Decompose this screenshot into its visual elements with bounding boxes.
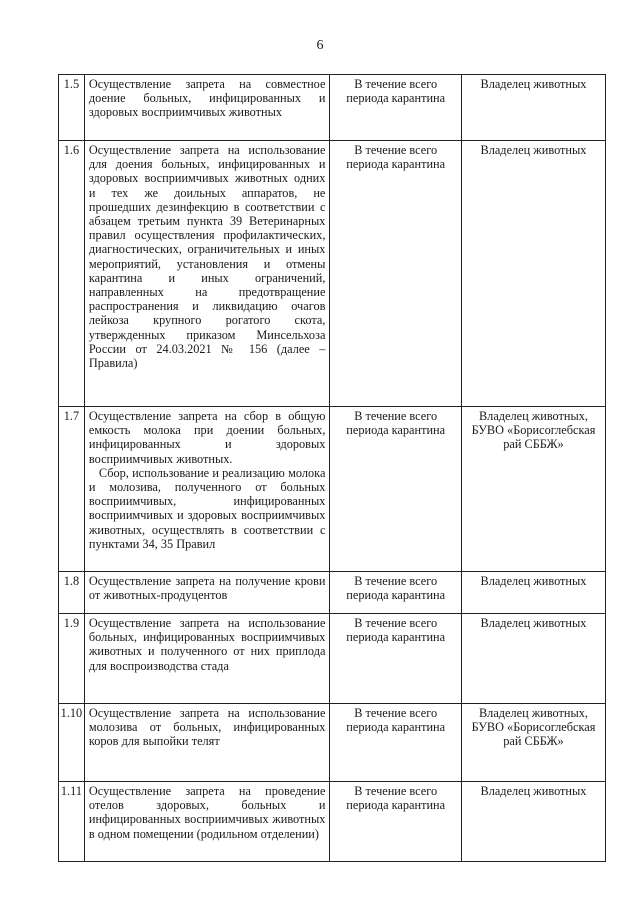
row-number: 1.8	[59, 572, 85, 614]
responsible-party: Владелец животных, БУВО «Борисоглебская рай СББЖ»	[461, 704, 605, 782]
description-text: Осуществление запрета на совместное доение больных, инфицированных и здоровых восприимчивых животных	[88, 77, 326, 120]
measure-description	[84, 75, 330, 141]
responsible-party: Владелец животных	[461, 75, 605, 141]
page-number: 6	[316, 38, 324, 53]
table-row	[59, 75, 606, 141]
measure-description	[84, 614, 330, 704]
table-row	[59, 782, 606, 862]
table-row	[59, 141, 606, 407]
responsible-party: Владелец животных, БУВО «Борисоглебская рай СББЖ»	[461, 407, 605, 572]
responsible-party: Владелец животных	[461, 614, 605, 704]
description-text: Сбор, использование и реализацию молока и молозива, полученного от больных восприимчивых, инфицированных восприимчивых и здоровых восприимчивых животных, осуществлять в соответствии с пунктами 34, 35 Правил	[88, 465, 326, 551]
measure-term: В течение всего периода карантина	[330, 141, 462, 407]
row-number: 1.7	[59, 407, 85, 572]
description-text: Осуществление запрета на получение крови от животных-продуцентов	[88, 574, 326, 603]
measure-term: В течение всего периода карантина	[330, 75, 462, 141]
measure-description	[84, 704, 330, 782]
measure-term: В течение всего периода карантина	[330, 782, 462, 862]
responsible-party: Владелец животных	[461, 141, 605, 407]
table-row	[59, 614, 606, 704]
table-row	[59, 704, 606, 782]
measure-term: В течение всего периода карантина	[330, 614, 462, 704]
row-number: 1.9	[59, 614, 85, 704]
description-text: Осуществление запрета на проведение отелов здоровых, больных и инфицированных восприимчивых животных в одном помещении (родильном отделении)	[88, 784, 326, 841]
measure-term: В течение всего периода карантина	[330, 572, 462, 614]
measure-term: В течение всего периода карантина	[330, 407, 462, 572]
measure-description	[84, 141, 330, 407]
table-row	[59, 407, 606, 572]
description-text: Осуществление запрета на использование больных, инфицированных восприимчивых животных и полученного от них приплода для воспроизводства стада	[88, 616, 326, 673]
description-text: Осуществление запрета на сбор в общую емкость молока при доении больных, инфицированных и здоровых восприимчивых животных.	[88, 409, 326, 466]
responsible-party: Владелец животных	[461, 572, 605, 614]
description-text: Осуществление запрета на использование для доения больных, инфицированных и здоровых восприимчивых животных одних и тех же доильных аппаратов, не прошедших дезинфекцию в соответствии с абзацем третьим пункта 39 Ветеринарных правил осуществления профилактических, диагностических, ограничительных и иных мероприятий, установления и отмены карантина и иных ограничений, направленных на предотвращение распространения и ликвидацию очагов лейкоза крупного рогатого скота, утвержденных приказом Минсельхоза России от 24.03.2021 № 156 (далее – Правила)	[88, 143, 326, 371]
row-number: 1.5	[59, 75, 85, 141]
row-number: 1.6	[59, 141, 85, 407]
table-row	[59, 572, 606, 614]
measure-description	[84, 572, 330, 614]
measure-description	[84, 782, 330, 862]
row-number: 1.10	[59, 704, 85, 782]
measures-table	[58, 74, 606, 862]
measure-description	[84, 407, 330, 572]
responsible-party: Владелец животных	[461, 782, 605, 862]
row-number: 1.11	[59, 782, 85, 862]
description-text: Осуществление запрета на использование молозива от больных, инфицированных коров для выпойки телят	[88, 706, 326, 749]
measure-term: В течение всего периода карантина	[330, 704, 462, 782]
